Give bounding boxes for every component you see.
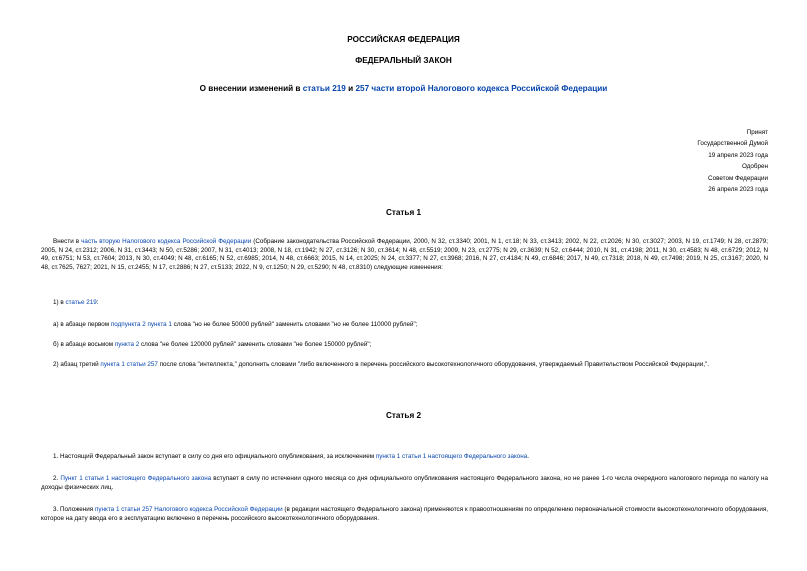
link-para-1-article-1-law[interactable]: Пункт 1 статьи 1 настоящего Федерального закона: [60, 475, 212, 482]
link-tax-code-part-two[interactable]: часть вторую Налогового кодекса Российской Федерации: [81, 238, 252, 245]
p3-pre: 3. Положения: [53, 506, 95, 513]
adoption-line: 19 апреля 2023 года: [708, 151, 768, 159]
link-para-1-article-257-tax-code[interactable]: пункта 1 статьи 257 Налогового кодекса Российской Федерации: [95, 506, 283, 513]
article-1-item-2: [41, 361, 768, 370]
intro-pre: Внести в: [53, 238, 82, 245]
adoption-line: Государственной Думой: [697, 140, 768, 148]
article-1-title: Статья 1: [385, 208, 422, 217]
article-2-para-3: [41, 506, 768, 523]
item-b-post: слова "не более 120000 рублей" заменить словами "не более 150000 рублей";: [139, 341, 372, 348]
adoption-line: Принят: [746, 129, 768, 136]
link-paragraph-2[interactable]: пункта 2: [114, 341, 140, 348]
article-1-item-1: [41, 299, 768, 308]
adoption-line: 26 апреля 2023 года: [708, 186, 768, 194]
p2-post: вступает в силу по истечении одного месяца со дня официального опубликования настоящего Федерального закона, но не ранее 1-го числа очередного налогового периода по налогу на доходы физических лиц.: [41, 475, 768, 491]
link-para-1-article-257[interactable]: пункта 1 статьи 257: [100, 361, 158, 368]
item-2-pre: 2) абзац третий: [53, 361, 101, 368]
article-1-item-a: [41, 321, 768, 330]
p3-post: (в редакции настоящего Федерального закона) применяются к правоотношениям по определению первоначальной стоимости высокотехнологичного оборудования, которое на дату ввода его в эксплуатацию включено в перечень российского высокотехнологичного оборудования.: [41, 506, 768, 522]
article-1-item-b: [41, 341, 768, 350]
adoption-block: [697, 127, 768, 195]
adoption-line: Советом Федерации: [708, 174, 768, 182]
p1-post: .: [527, 453, 530, 460]
article-1-intro: [41, 238, 768, 272]
p2-pre: 2.: [53, 475, 61, 482]
law-title-mid: и: [345, 84, 356, 93]
link-para-1-article-1[interactable]: пункта 1 статьи 1 настоящего Федерального закона: [375, 453, 528, 460]
article-2-title: Статья 2: [385, 411, 422, 420]
link-subparagraph-2-para-1[interactable]: подпункта 2 пункта 1: [110, 321, 172, 328]
law-title: [0, 85, 807, 94]
link-article-219[interactable]: статьи 219: [302, 84, 346, 93]
item-a-pre: а) в абзаце первом: [53, 321, 111, 328]
link-article-257-tax-code[interactable]: 257 части второй Налогового кодекса Российской Федерации: [355, 84, 608, 93]
item-b-pre: б) в абзаце восьмом: [53, 341, 115, 348]
link-article-219-item[interactable]: статье 219: [65, 299, 97, 306]
adoption-line: Одобрен: [741, 163, 768, 171]
law-title-prefix: О внесении изменений в: [199, 84, 303, 93]
item-2-post: после слова "интеллекта," дополнить словами "либо включенного в перечень российского высокотехнологичного оборудования, утверждаемый Правительством Российской Федерации,".: [157, 361, 709, 368]
item-a-post: слова "но не более 50000 рублей" заменить словами "но не более 110000 рублей";: [171, 321, 418, 328]
intro-post: (Собрание законодательства Российской Федерации, 2000, N 32, ст.3340; 2001, N 1, ст.18; N 33, ст.3413; 2002, N 22, ст.2026; N 30, ст.3027; 2003, N 19, ст.1749; N 28, ст.2879; 2005, N 24, ст.2312; 2006, N 31, ст.3443; N 50, ст.5286; 2007, N 31, ст.4013; 2008, N 18, ст.1942; N 27, ст.3126; N 30, ст.3614; N 48, ст.5519; 2009, N 23, ст.2775; N 29, ст.3639; N 52, ст.6444; 2010, N 31, ст.4198; 2011, N 30, ст.4583; N 48, ст.6729; 2012, N 49, ст.6751; N 53, ст.7604; 2013, N 30, ст.4049; N 48, ст.6165; N 52, ст.6985; 2014, N 48, ст.6663; 2015, N 14, ст.2025; N 24, ст.3377; N 27, ст.3968; 2016, N 27, ст.4184; N 49, ст.6846; 2017, N 49, ст.7318; 2018, N 49, ст.7498; 2019, N 25, ст.3167; 2020, N 48, ст.7625, 7627; 2021, N 15, ст.2455; N 17, ст.2886; N 27, ст.5133; 2022, N 9, ст.1250; N 29, ст.5290; N 48, ст.8310) следующие изменения:: [41, 238, 768, 271]
law-type-heading: ФЕДЕРАЛЬНЫЙ ЗАКОН: [355, 56, 452, 65]
item-1-pre: 1) в: [53, 299, 66, 306]
article-2-para-1: [41, 453, 768, 462]
p1-pre: 1. Настоящий Федеральный закон вступает в силу со дня его официального опубликования, за исключением: [53, 453, 376, 460]
country-heading: РОССИЙСКАЯ ФЕДЕРАЦИЯ: [347, 35, 460, 44]
article-2-para-2: [41, 475, 768, 492]
item-1-post: :: [96, 299, 99, 306]
